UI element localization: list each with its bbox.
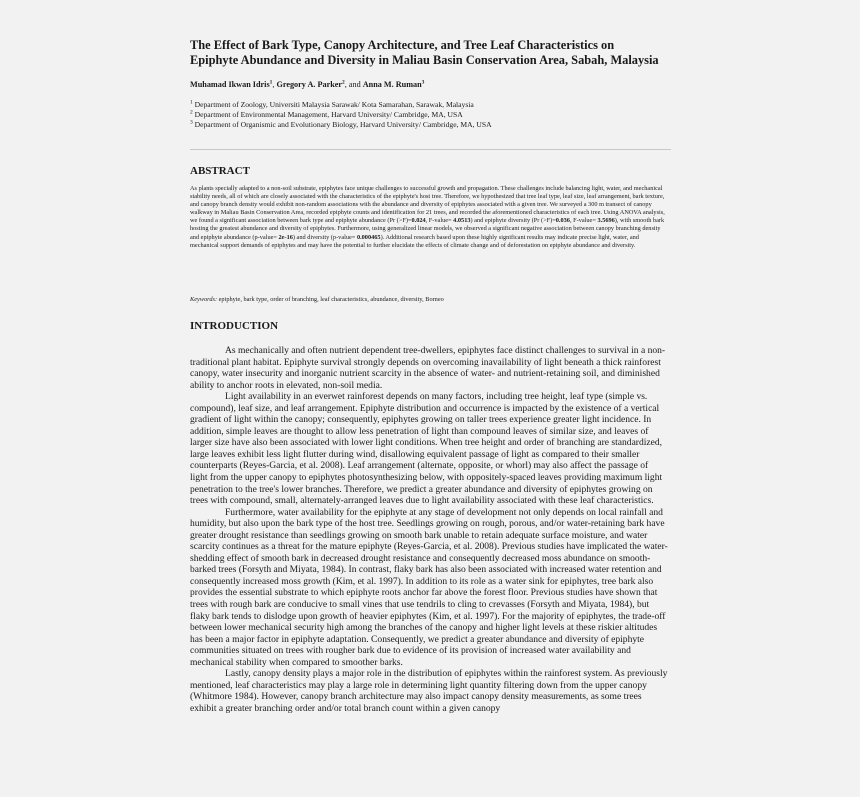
keywords-line [190, 296, 662, 304]
author-name: Gregory A. Parker [276, 80, 343, 89]
affiliations [190, 100, 662, 130]
paragraph: As mechanically and often nutrient dependent tree-dwellers, epiphytes face distinct challenges to survival in a non-traditional plant habitat. Epiphyte survival strongly depends on overcoming inavailability of light beneath a thick rainforest canopy, water insecurity and inorganic nutrient scarcity in the absence of water- and nutrient-retaining soil, and diminished ability to anchor roots in elevated, non-soil media. [190, 345, 666, 391]
author-sup: 1 [269, 79, 273, 86]
affiliation-line: $^3$ Department of Organismic and Evolutionary Biology, Harvard University/ Cambridge, MA, USA [190, 119, 492, 129]
keywords-label: Keywords: [190, 296, 218, 303]
paragraph: Lastly, canopy density plays a major role in the distribution of epiphytes within the rainforest system. As previously mentioned, leaf characteristics may play a large role in determining light quantity filtering down from the upper canopy (Whitmore 1984). However, canopy branch architecture may also impact canopy density measurements, as some trees exhibit a greater branching order and/or total branch count within a given canopy [190, 668, 668, 714]
introduction-body [190, 345, 668, 715]
introduction-heading: INTRODUCTION [190, 320, 279, 332]
author-name: Muhamad Ikwan Idris [190, 80, 270, 89]
section-divider [190, 149, 671, 150]
keywords-list: epiphyte, bark type, order of branching, leaf characteristics, abundance, diversity, Borneo [217, 296, 444, 303]
author-line: Muhamad Ikwan Idris$^1$, Gregory A. Parker$^2$, and Anna M. Ruman$^3$ [190, 79, 425, 89]
author-sup: 3 [421, 79, 425, 86]
author-sup: 2 [342, 79, 345, 86]
abstract-text: As plants specially adapted to a non-soil substrate, epiphytes face unique challenges to successful growth and propagation. These challenges include balancing light, water, and mechanical stability needs, all of which are closely associated with the characteristics of the epiphyte's host tree. Therefore, we hypothesized that tree leaf type, leaf size, leaf arrangement, bark texture, and canopy branch density would exhibit non-random associations with the abundance and diversity of epiphytes associated with a given tree. We surveyed a 300 m transect of canopy walkway in Maliau Basin Conservation Area, recorded epiphyte counts and identification for 21 trees, and recorded the aforementioned characteristics of each tree. Using ANOVA analysis, we found a significant association between bark type and epiphyte abundance (Pr (>F)=0.024, F-value= 4.0513) and epiphyte diversity (Pr (>F)=0.036, F-value= 3.5696), with smooth bark hosting the greatest abundance and diversity of epiphytes. Furthermore, using generalized linear models, we observed a significant negative association between canopy branching density and epiphyte abundance (p-value= 2e-16) and diversity (p-value= 0.000465). Additional research based upon these highly significant results may indicate precise light, water, and mechanical support demands of epiphytes and may have the potential to further elucidate the effects of climate change and of deforestation on epiphyte abundance and diversity. [190, 185, 665, 249]
abstract-heading: ABSTRACT [190, 165, 250, 177]
affiliation-line: $^2$ Department of Environmental Management, Harvard University/ Cambridge, MA, USA [190, 109, 463, 119]
paragraph: Light availability in an everwet rainforest depends on many factors, including tree height, leaf type (simple vs. compound), leaf size, and leaf arrangement. Epiphyte distribution and occurrence is impacted by the existence of a vertical gradient of light within the canopy; consequently, epiphytes growing on taller trees experience greater light incidence. In addition, simple leaves are thought to allow less penetration of light than compound leaves of similar size, and leaves of larger size have also been associated with lower light conditions. When tree height and order of branching are standardized, large leaves exhibit less light flutter during wind, disallowing equivalent passage of light as compared to their smaller counterparts (Reyes-Garcia, et al. 2008). Leaf arrangement (alternate, opposite, or whorl) may also affect the passage of light from the upper canopy to epiphytes photosynthesizing below, with oppositely-spaced leaves providing maximum light penetration to the tree's lower branches. Therefore, we predict a greater abundance and diversity of epiphytes growing on trees with compound, small, alternately-arranged leaves due to light availability associated with these leaf characteristics. [190, 391, 663, 507]
paragraph: Furthermore, water availability for the epiphyte at any stage of development not only depends on local rainfall and humidity, but also upon the bark type of the host tree. Seedlings growing on rough, porous, and/or water-retaining bark have greater drought resistance than seedlings growing on smooth bark unable to retain adequate surface moisture, and water scarcity continues as a threat for the mature epiphyte (Reyes-Garcia, et al. 2008). Previous studies have implicated the water-shedding effect of smooth bark in decreased drought resistance and consequently decreased moss abundance on smooth-barked trees (Forsyth and Miyata, 1984). In contrast, flaky bark has also been associated with increased water retention and consequently increased moss growth (Kim, et al. 1997). In addition to its role as a water sink for epiphytes, tree bark also provides the essential substrate to which epiphyte roots anchor far above the forest floor. Previous studies have shown that trees with rough bark are conducive to small vines that use tendrils to cling to crevasses (Forsyth and Miyata, 1984), but flaky bark tends to dislodge upon growth of heavier epiphytes (Kim, et al. 1997). For the majority of epiphytes, the trade-off between lower mechanical security high among the branches of the canopy and higher light levels at these riskier altitudes has been a major factor in epiphyte adaptation. Consequently, we predict a greater abundance and diversity of epiphyte communities situated on trees with rougher bark due to evidence of its provision of increased water availability and mechanical stability when compared to smoother barks. [190, 506, 668, 668]
author-name: Anna M. Ruman [362, 80, 422, 89]
affiliation-line: $^1$ Department of Zoology, Universiti Malaysia Sarawak/ Kota Samarahan, Sarawak, Malaysia [190, 99, 474, 109]
paper-title: The Effect of Bark Type, Canopy Architecture, and Tree Leaf Characteristics on Epiphyte Abundance and Diversity in Maliau Basin Conservation Area, Sabah, Malaysia [190, 38, 659, 67]
